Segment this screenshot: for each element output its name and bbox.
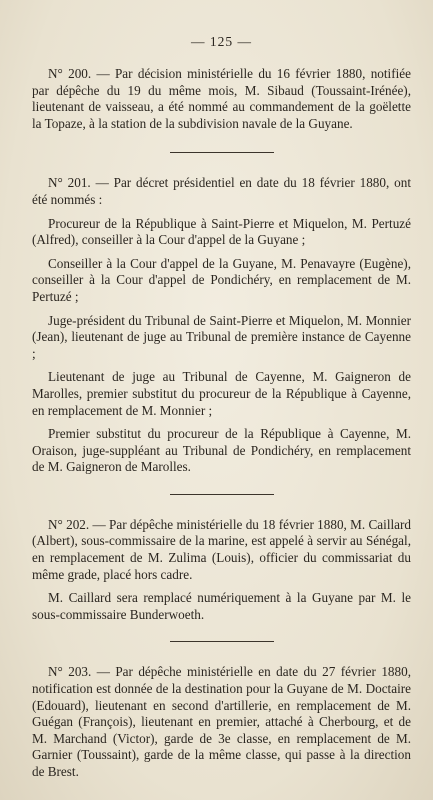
entry-201-intro: N° 201. — Par décret présidentiel en date du 18 février 1880, ont été nommés : [32,175,411,207]
entry-202-note: M. Caillard sera remplacé numériquement à la Guyane par M. le sous-commissaire Bunderwoeth. [32,590,411,622]
entry-201 [32,175,411,476]
entry-202 [32,517,411,624]
page-number: — 125 — [191,34,252,49]
entry-200 [32,66,411,132]
entry-201-item-5: Premier substitut du procureur de la République à Cayenne, M. Oraison, juge-suppléant au Tribunal de Pondichéry, en remplacement de M. Gaigneron de Marolles. [32,426,411,475]
section-divider [170,152,274,153]
section-divider [170,641,274,642]
entry-201-item-2: Conseiller à la Cour d'appel de la Guyane, M. Penavayre (Eugène), conseiller à la Cour d'appel de Pondichéry, en remplacement de M. Pertuzé ; [32,255,411,304]
entry-203-text: N° 203. — Par dépêche ministérielle en date du 27 février 1880, notification est donnée de la destination pour la Guyane de M. Doctaire (Edouard), lieutenant en second d'artillerie, en remplacement de M. Guégan (François), lieutenant en premier, attaché à Cherbourg, et de M. Marchand (Victor), garde de 3e classe, en remplacement de M. Garnier (Toussaint), garde de la même classe, qui passe à la direction de Brest. [32,664,411,779]
entry-202-text: N° 202. — Par dépêche ministérielle du 18 février 1880, M. Caillard (Albert), sous-commissaire de la marine, est appelé à servir au Sénégal, en remplacement de M. Zulima (Louis), officier du commissariat du même grade, placé hors cadre. [32,516,411,582]
entry-200-text: N° 200. — Par décision ministérielle du 16 février 1880, notifiée par dépêche du 19 du même mois, M. Sibaud (Toussaint-Irénée), lieutenant de vaisseau, a été nommé au commandement de la goëlette la Topaze, à la station de la subdivision navale de la Guyane. [32,66,411,131]
entry-203 [32,664,411,780]
entry-201-item-3: Juge-président du Tribunal de Saint-Pierre et Miquelon, M. Monnier (Jean), lieutenant de juge au Tribunal de première instance de Cayenne ; [32,312,411,361]
section-divider [170,494,274,495]
entry-201-item-4: Lieutenant de juge au Tribunal de Cayenne, M. Gaigneron de Marolles, premier substitut du procureur de la République à Cayenne, en remplacement de M. Monnier ; [32,369,411,418]
entry-201-item-1: Procureur de la République à Saint-Pierre et Miquelon, M. Pertuzé (Alfred), conseiller à la Cour d'appel de la Guyane ; [32,215,411,248]
